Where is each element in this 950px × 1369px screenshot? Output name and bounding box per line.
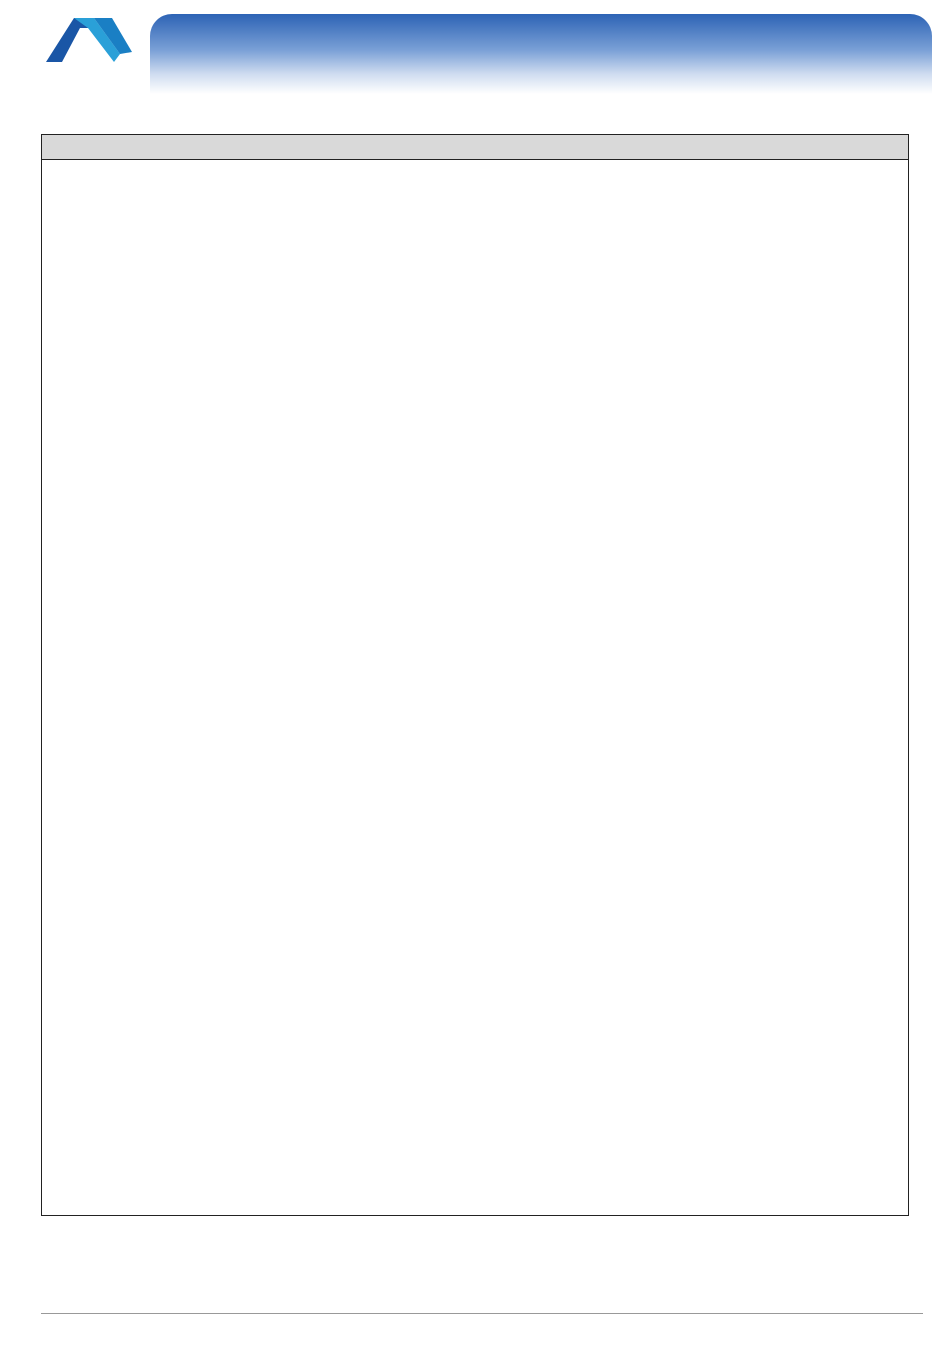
header-banner <box>150 14 932 94</box>
footer-rule <box>41 1313 923 1314</box>
driveline-table <box>41 134 909 1216</box>
table-header <box>42 135 908 160</box>
logo-mark-icon <box>28 14 148 64</box>
alpego-logo <box>28 14 148 96</box>
